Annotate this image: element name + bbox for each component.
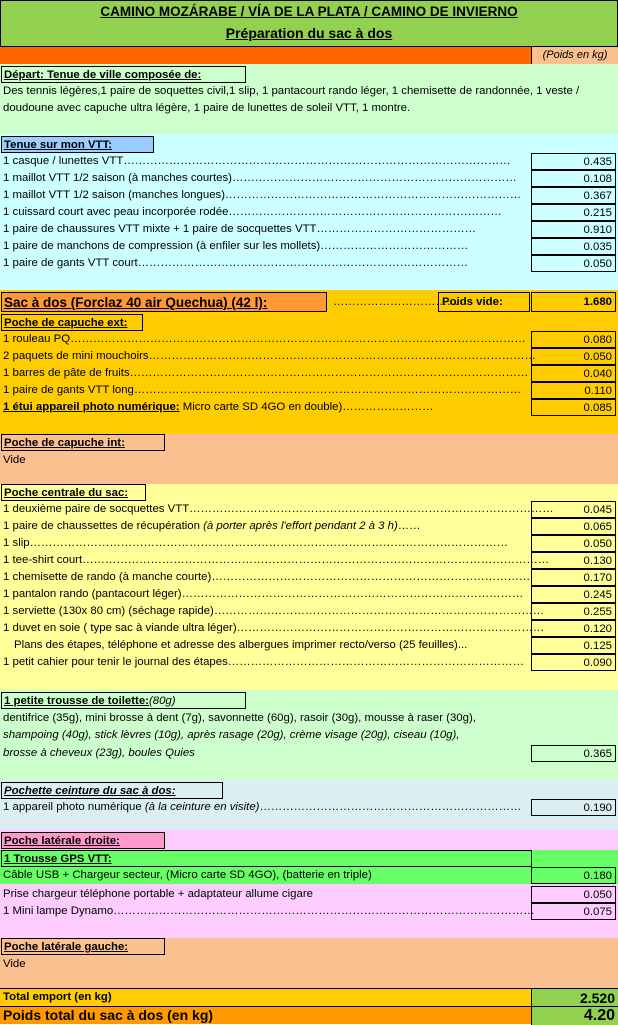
weight-value: 0.050	[531, 348, 616, 365]
weight-value: 0.180	[531, 867, 616, 884]
list-item: Câble USB + Chargeur secteur, (Micro carte SD 4GO), (batterie en triple)	[3, 869, 372, 881]
weight-value: 0.035	[531, 238, 616, 255]
total-emport-value: 2.520	[531, 989, 618, 1007]
weight-value: 0.090	[531, 654, 616, 671]
toilette-line1: dentifrice (35g), mini brosse à dent (7g), savonnette (60g), rasoir (30g), mousse à raser (30g),	[3, 712, 476, 724]
list-item: 1 paire de manchons de compression (à enfiler sur les mollets)…………………………………	[3, 240, 469, 252]
section-capuche-ext	[0, 314, 618, 434]
weight-value: 0.050	[531, 886, 616, 903]
empty-text: Vide	[3, 454, 26, 466]
unit-label: (Poids en kg)	[531, 47, 618, 64]
capuche-ext-header: Poche de capuche ext:	[1, 314, 143, 331]
list-item: 1 cuissard court avec peau incorporée rodée………………………………………………………………	[3, 206, 502, 218]
list-item: 1 maillot VTT 1/2 saison (à manches courtes)…………………………………………………………………	[3, 172, 517, 184]
weight-value: 0.040	[531, 365, 616, 382]
weight-value: 0.120	[531, 620, 616, 637]
poids-total-row	[0, 1006, 618, 1024]
list-item: 1 étui appareil photo numérique: Micro carte SD 4GO en double)……………………	[3, 401, 434, 413]
section-centrale	[0, 484, 618, 690]
weight-value: 0.130	[531, 552, 616, 569]
list-item: 1 barres de pâte de fruits……………………………………………………………………………………………	[3, 367, 529, 379]
weight-value: 0.190	[531, 799, 616, 816]
list-item: Plans des étapes, téléphone et adresse des albergues imprimer recto/verso (25 feuilles)...	[14, 639, 468, 651]
toilette-line3: brosse à cheveux (23g), boules Quies	[3, 747, 195, 759]
weight-value: 0.080	[531, 331, 616, 348]
section-depart	[0, 64, 618, 134]
list-item: 1 chemisette de rando (à manche courte)…………………………………………………………………………	[3, 571, 531, 583]
empty-weight-label: Poids vide:	[438, 292, 530, 312]
section-laterale-gauche	[0, 938, 618, 988]
ceinture-header: Pochette ceinture du sac à dos:	[1, 782, 223, 799]
sac-dots: ……………………………	[333, 296, 459, 308]
page-subtitle: Préparation du sac à dos	[225, 25, 393, 41]
unit-bar	[0, 47, 618, 64]
poids-total-label: Poids total du sac à dos (en kg)	[3, 1007, 214, 1023]
weight-value: 0.215	[531, 204, 616, 221]
section-ceinture	[0, 780, 618, 830]
laterale-droite-header: Poche latérale droite:	[1, 832, 165, 849]
section-toilette	[0, 690, 618, 780]
list-item: Prise chargeur téléphone portable + adaptateur allume cigare	[3, 888, 313, 900]
list-item: 1 appareil photo numérique (à la ceinture en visite)……………………………………………………………	[3, 801, 522, 813]
section-laterale-droite	[0, 830, 618, 938]
weight-value: 0.125	[531, 637, 616, 654]
section-capuche-int	[0, 434, 618, 484]
weight-value: 0.065	[531, 518, 616, 535]
list-item: 1 slip………………………………………………………………………………………………………………	[3, 537, 508, 549]
sac-title: Sac à dos (Forclaz 40 air Quechua) (42 l):	[1, 292, 327, 312]
list-item: 1 paire de chaussures VTT mixte + 1 paire de socquettes VTT……………………………………	[3, 223, 476, 235]
weight-value: 0.085	[531, 399, 616, 416]
depart-text: Des tennis légères,1 paire de soquettes civil,1 slip, 1 pantacourt rando léger, 1 chemisette de randonnée, 1 veste / doudoune avec capuche ultra légère, 1 paire de lunettes de soleil VTT, 1 montre.	[3, 85, 580, 114]
list-item: 1 Mini lampe Dynamo…………………………………………………………………………………………………	[3, 905, 535, 917]
list-item: 1 pantalon rando (pantacourt léger)………………………………………………………………………………	[3, 588, 524, 600]
total-emport-row	[0, 988, 618, 1006]
weight-value: 0.367	[531, 187, 616, 204]
list-item: 1 rouleau PQ…………………………………………………………………………………………………………	[3, 333, 526, 345]
list-item: 1 casque / lunettes VTT…………………………………………………………………………………………	[3, 155, 511, 167]
list-item: 1 duvet en soie ( type sac à viande ultra léger)………………………………………………………………………	[3, 622, 545, 634]
list-item: 1 maillot VTT 1/2 saison (manches longues)……………………………………………………………………	[3, 189, 522, 201]
weight-value: 0.435	[531, 153, 616, 170]
list-item: 1 serviette (130x 80 cm) (séchage rapide)……………………………………………………………………………	[3, 605, 545, 617]
list-item: 1 tee-shirt court……………………………………………………………………………………………………………	[3, 554, 550, 566]
weight-value: 0.365	[531, 745, 616, 762]
weight-value: 0.110	[531, 382, 616, 399]
page-title: CAMINO MOZÁRABE / VÍA DE LA PLATA / CAMINO DE INVIERNO	[100, 4, 518, 19]
total-emport-label: Total emport (en kg)	[3, 991, 112, 1003]
list-item: 1 deuxième paire de socquettes VTT……………………………………………………………………………………	[3, 503, 554, 515]
weight-value: 0.050	[531, 535, 616, 552]
weight-value: 0.910	[531, 221, 616, 238]
centrale-header: Poche centrale du sac:	[1, 484, 146, 501]
list-item: 1 paire de chaussettes de récupération (à porter après l'effort pendant 2 à 3 h)……	[3, 520, 421, 532]
list-item: 1 paire de gants VTT long…………………………………………………………………………………………	[3, 384, 522, 396]
list-item: 1 paire de gants VTT court……………………………………………………………………………	[3, 257, 468, 269]
capuche-int-header: Poche de capuche int:	[1, 434, 165, 451]
toilette-header: 1 petite trousse de toilette:(80g)	[1, 692, 246, 709]
title-bar	[0, 0, 618, 47]
toilette-line2: shampoing (40g), stick lèvres (10g), après rasage (20g), crème visage (20g), ciseau (10g),	[3, 729, 460, 741]
weight-value: 0.075	[531, 903, 616, 920]
weight-value: 0.050	[531, 255, 616, 272]
weight-value: 0.108	[531, 170, 616, 187]
tenue-header: Tenue sur mon VTT:	[1, 136, 154, 153]
list-item: 2 paquets de mini mouchoirs…………………………………………………………………………………………	[3, 350, 536, 362]
list-item: 1 petit cahier pour tenir le journal des étapes……………………………………………………………………	[3, 656, 524, 668]
depart-header: Départ: Tenue de ville composée de:	[1, 66, 246, 83]
poids-total-value: 4.20	[531, 1007, 618, 1025]
laterale-gauche-header: Poche latérale gauche:	[1, 938, 165, 955]
weight-value: 0.245	[531, 586, 616, 603]
weight-value: 0.255	[531, 603, 616, 620]
section-tenue	[0, 134, 618, 290]
empty-weight-value: 1.680	[531, 292, 616, 312]
weight-value: 0.045	[531, 501, 616, 518]
section-sac	[0, 290, 618, 314]
empty-text: Vide	[3, 958, 26, 970]
gps-header: 1 Trousse GPS VTT:	[1, 850, 532, 867]
weight-value: 0.170	[531, 569, 616, 586]
